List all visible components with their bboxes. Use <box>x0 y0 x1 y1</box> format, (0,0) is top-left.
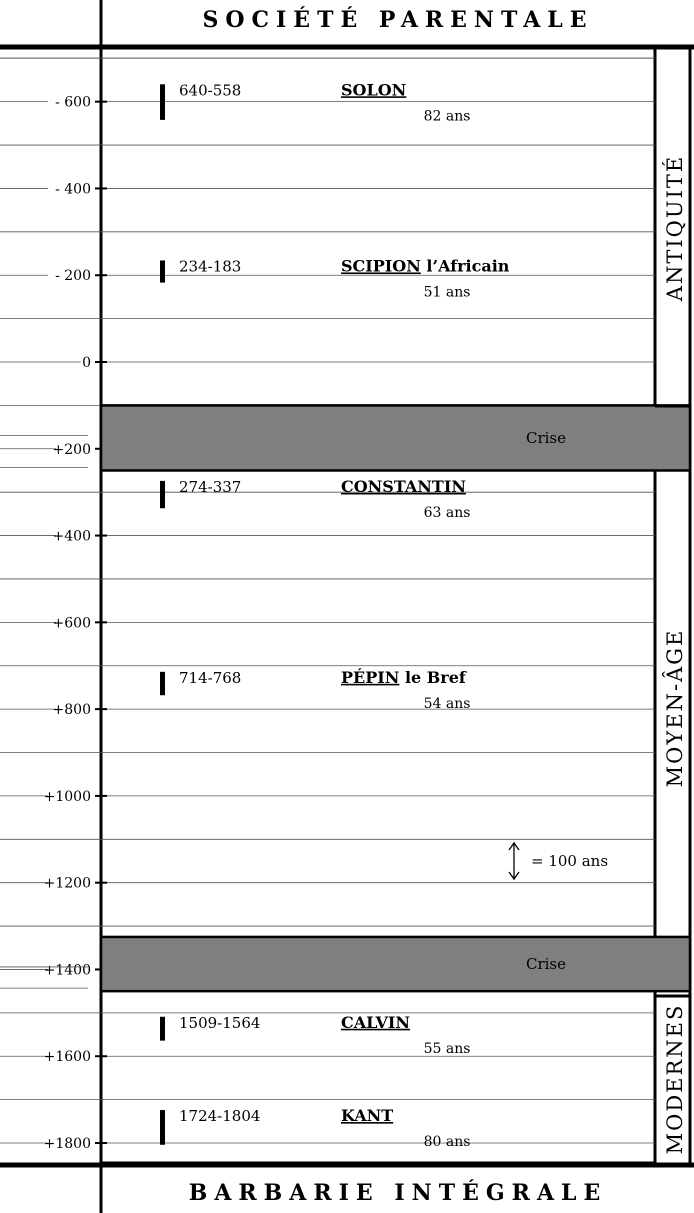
figure-dates: 1724-1804 <box>179 1107 261 1126</box>
tick-label: +800 <box>52 702 91 719</box>
tick-label: +400 <box>52 528 91 545</box>
figure-entry <box>160 256 510 300</box>
tick-label: +600 <box>52 615 91 632</box>
tick-label: 0 <box>82 355 91 371</box>
figure-name-suffix: le Bref <box>399 667 466 687</box>
figure-name <box>341 256 510 275</box>
crisis-band <box>101 937 690 991</box>
scale-legend <box>509 842 608 879</box>
figure-name-main: CALVIN <box>341 1012 411 1032</box>
era-label-moyen-age: MOYEN-ÂGE <box>663 628 687 788</box>
crisis-label: Crise <box>525 955 567 974</box>
tick-label: +1200 <box>43 875 91 892</box>
figure-age: 82 ans <box>423 108 471 125</box>
figure-name-main: SCIPION <box>341 256 421 276</box>
figure-name-suffix: l’Africain <box>420 256 510 276</box>
crisis-label: Crise <box>525 428 567 447</box>
figure-dates: 234-183 <box>179 257 242 276</box>
lifespan-bar <box>160 1110 165 1145</box>
crisis-band <box>101 405 690 470</box>
tick-label: - 400 <box>55 181 91 198</box>
lifespan-bar <box>160 260 165 282</box>
bottom-title: BARBARIE INTÉGRALE <box>188 1180 608 1206</box>
lifespan-bar <box>160 1017 165 1041</box>
figure-age: 51 ans <box>423 284 471 301</box>
figure-age: 54 ans <box>423 695 471 712</box>
figure-name <box>341 1106 393 1125</box>
tick-label: +1800 <box>43 1136 91 1153</box>
figure-entry <box>160 1106 470 1150</box>
era-column <box>655 155 690 1155</box>
figure-name-main: KANT <box>341 1106 394 1126</box>
figure-dates: 714-768 <box>179 668 242 687</box>
figure-dates: 1509-1564 <box>179 1013 261 1032</box>
figure-name-main: SOLON <box>341 80 407 100</box>
figure-dates: 640-558 <box>179 81 242 100</box>
figure-age: 63 ans <box>423 504 471 521</box>
figure-name <box>341 80 406 99</box>
figure-name <box>341 1013 410 1032</box>
figure-entry <box>160 477 470 521</box>
era-label-modernes: MODERNES <box>663 1003 687 1155</box>
tick-label: +1600 <box>43 1049 91 1066</box>
figure-name-main: CONSTANTIN <box>341 476 466 496</box>
tick-label: - 200 <box>55 268 91 285</box>
figure-entry <box>160 80 470 124</box>
tick-label: +200 <box>52 441 91 458</box>
main-panel-border <box>101 48 655 1163</box>
figure-name-main: PÉPIN <box>341 667 400 687</box>
figure-age: 80 ans <box>423 1134 471 1151</box>
tick-label: - 600 <box>55 94 91 111</box>
figure-name <box>341 477 466 496</box>
era-label-antiquite: ANTIQUITÉ <box>663 154 687 302</box>
lifespan-bar <box>160 84 165 120</box>
tick-label: +1400 <box>43 962 91 979</box>
top-title: SOCIÉTÉ PARENTALE <box>202 7 594 33</box>
lifespan-bar <box>160 672 165 695</box>
tick-label: +1000 <box>43 788 91 805</box>
figure-name <box>341 667 467 687</box>
figure-dates: 274-337 <box>179 477 242 496</box>
scale-legend-label: = 100 ans <box>531 852 609 870</box>
figure-entry <box>160 1013 470 1057</box>
figure-age: 55 ans <box>423 1040 471 1057</box>
figure-entry <box>160 667 470 712</box>
lifespan-bar <box>160 481 165 508</box>
